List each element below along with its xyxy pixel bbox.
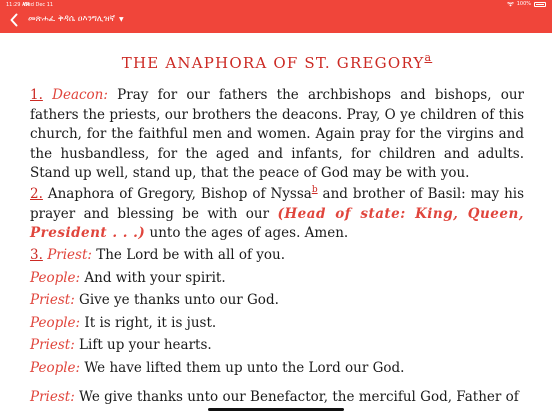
battery-percent: 100%	[516, 1, 531, 7]
page-title	[30, 51, 524, 72]
paragraph-2	[30, 181, 524, 244]
paragraph-number-3[interactable]: 3.	[30, 247, 43, 263]
dialogue-line	[30, 359, 524, 378]
dialogue-text: We have lifted them up unto the Lord our God.	[84, 360, 405, 376]
paragraph-2-text-before: Anaphora of Gregory, Bishop of Nyssa	[47, 186, 312, 202]
role-label: People:	[30, 315, 81, 331]
dialogue-text: And with your spirit.	[84, 270, 226, 286]
caret-down-icon: ▼	[118, 15, 124, 23]
nav-bar	[0, 10, 552, 32]
paragraph-2-text-after: and brother of Basil: may his prayer and blessing be with our	[30, 186, 525, 222]
role-label: People:	[30, 360, 81, 376]
dialogue-line	[30, 388, 524, 407]
book-selector[interactable]	[28, 14, 124, 24]
dialogue-text: The Lord be with all of you.	[96, 247, 286, 263]
role-label: People:	[30, 270, 81, 286]
role-label: Priest:	[47, 247, 92, 263]
app-header	[0, 0, 552, 33]
footnote-link-b[interactable]: b	[311, 185, 318, 195]
dialogue-text: It is right, it is just.	[84, 315, 217, 331]
dialogue-text: Give ye thanks unto our God.	[79, 292, 279, 308]
chevron-left-icon[interactable]	[9, 13, 19, 27]
paragraph-1	[30, 86, 524, 184]
dialogue-line	[30, 269, 524, 288]
home-indicator[interactable]	[208, 408, 344, 411]
dialogue-line	[30, 314, 524, 333]
status-time: 11:29 AM	[6, 2, 30, 8]
status-bar	[0, 0, 552, 9]
dialogue-line	[30, 336, 524, 355]
book-title: መጽሐፈ ቅዳሴ ዐእንግሊዝኛ	[28, 14, 115, 24]
status-right	[507, 1, 546, 7]
wifi-icon	[507, 2, 514, 7]
page-title-text: THE ANAPHORA OF ST. GREGORY	[121, 54, 425, 72]
role-deacon: Deacon:	[52, 87, 108, 103]
role-label: Priest:	[30, 292, 75, 308]
paragraph-number-2[interactable]: 2.	[30, 186, 43, 202]
rubric-head-of-state: (Head of state: King, Queen, President . . .)	[30, 205, 524, 241]
status-date: Wed Dec 11	[23, 2, 54, 8]
role-label: Priest:	[30, 389, 75, 405]
role-label: Priest:	[30, 337, 75, 353]
paragraph-1-text: Pray for our fathers the archbishops and bishops, our fathers the priests, our brothers the deacons. Pray, O ye children of this church, for the faithful men and women. Again pray for the virgins and the husbandless, for the aged and infants, for children and adults. Stand up well, stand up, that the peace of God may be with you.	[30, 87, 524, 181]
dialogue-text: We give thanks unto our Benefactor, the merciful God, Father of	[79, 389, 519, 405]
footnote-link-a[interactable]: a	[424, 51, 433, 64]
dialogue-line	[30, 291, 524, 310]
paragraph-2-text-end: unto the ages of ages. Amen.	[149, 225, 349, 241]
paragraph-number-1[interactable]: 1.	[30, 87, 43, 103]
battery-icon	[534, 2, 546, 7]
dialogue-line	[30, 246, 524, 265]
dialogue-text: Lift up your hearts.	[79, 337, 212, 353]
